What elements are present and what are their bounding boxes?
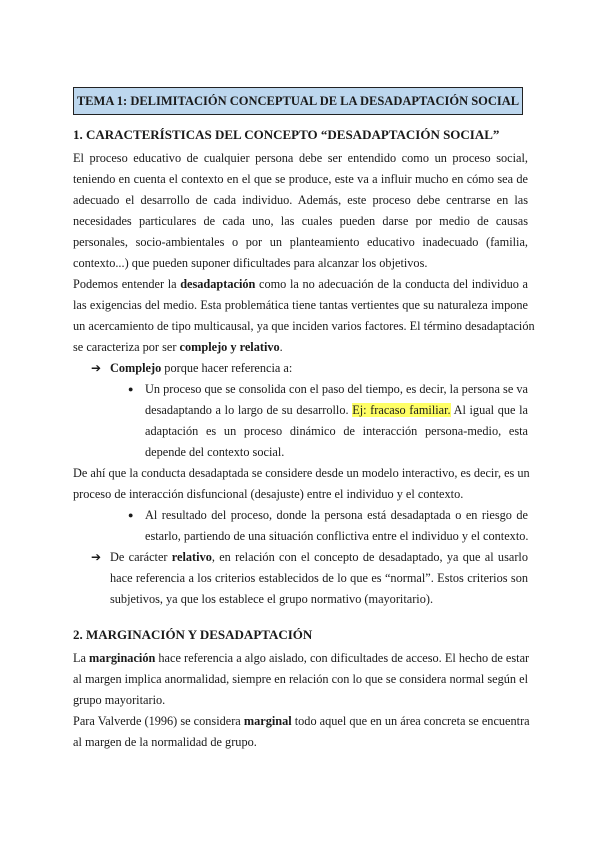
paragraph-line: se caracteriza por ser complejo y relativo. xyxy=(73,340,283,354)
bullet-line: adaptación es un proceso dinámico de interacción persona-medio, esta xyxy=(145,424,528,438)
list-item-relativo: De carácter relativo, en relación con el concepto de desadaptado, ya que al usarlo xyxy=(110,550,528,564)
highlighted-example: Ej: fracaso familiar. xyxy=(352,403,451,417)
paragraph-line: contexto...) que pueden suponer dificultades para alcanzar los objetivos. xyxy=(73,256,428,270)
list-item-complejo: Complejo porque hacer referencia a: xyxy=(110,361,293,375)
paragraph-line: La marginación hace referencia a algo aislado, con dificultades de acceso. El hecho de estar xyxy=(73,651,530,665)
paragraph-line: El proceso educativo de cualquier persona debe ser entendido como un proceso social, xyxy=(73,151,528,165)
arrow-bullet-icon: ➔ xyxy=(91,361,102,375)
paragraph-line: necesidades particulares de cada uno, las cuales pueden darse por medio de causas xyxy=(73,214,528,228)
paragraph-line: proceso de interacción disfuncional (desajuste) entre el individuo y el contexto. xyxy=(73,487,464,501)
term-complejo-relativo: complejo y relativo xyxy=(179,340,280,354)
list-item-line: hace referencia a los criterios establecidos de lo que es “normal”. Estos criterios son xyxy=(110,571,528,585)
paragraph-line: De ahí que la conducta desadaptada se considere desde un modelo interactivo, es decir, es un xyxy=(73,466,530,480)
bullet-dot-icon: ● xyxy=(128,510,134,520)
arrow-bullet-icon: ➔ xyxy=(91,550,102,564)
bullet-line: desadaptando a lo largo de su desarrollo. Ej: fracaso familiar. Al igual que la xyxy=(145,403,528,417)
paragraph-line: Podemos entender la desadaptación como la no adecuación de la conducta del individuo a xyxy=(73,277,528,291)
paragraph-line: al margen de la normalidad de grupo. xyxy=(73,735,257,749)
paragraph-line: adecuado el desarrollo de cada individuo. Además, este proceso debe centrarse en las xyxy=(73,193,528,207)
paragraph-line: las exigencias del medio. Esta problemática tiene tantas vertientes que su naturaleza impone xyxy=(73,298,528,312)
bullet-line: Al resultado del proceso, donde la persona está desadaptada o en riesgo de xyxy=(145,508,528,522)
term-desadaptacion: desadaptación xyxy=(180,277,256,291)
paragraph-line: al margen implica anormalidad, siempre en relación con lo que se considera normal según el xyxy=(73,672,528,686)
paragraph-line: personales, socio-ambientales o por un planteamiento educativo inadecuado (familia, xyxy=(73,235,528,249)
term-marginal: marginal xyxy=(243,714,292,728)
paragraph-line: Para Valverde (1996) se considera marginal todo aquel que en un área concreta se encuentra xyxy=(73,714,530,728)
bullet-dot-icon: ● xyxy=(128,384,134,394)
paragraph-line: grupo mayoritario. xyxy=(73,693,166,707)
paragraph-line: teniendo en cuenta el contexto en el que se produce, este va a influir mucho en cómo sea de xyxy=(73,172,528,186)
bullet-line: depende del contexto social. xyxy=(145,445,285,459)
bullet-line: estarlo, partiendo de una situación conflictiva entre el individuo y el contexto. xyxy=(145,529,529,543)
section-1-heading: 1. CARACTERÍSTICAS DEL CONCEPTO “DESADAPTACIÓN SOCIAL” xyxy=(73,127,500,142)
list-item-line: subjetivos, ya que los establece el grupo normativo (mayoritario). xyxy=(110,592,434,606)
document-title: TEMA 1: DELIMITACIÓN CONCEPTUAL DE LA DESADAPTACIÓN SOCIAL xyxy=(73,87,523,115)
paragraph-line: un acercamiento de tipo multicausal, ya que inciden varios factores. El término desadaptación xyxy=(73,319,535,333)
term-marginacion: marginación xyxy=(89,651,156,665)
section-2-heading: 2. MARGINACIÓN Y DESADAPTACIÓN xyxy=(73,627,313,642)
bullet-line: Un proceso que se consolida con el paso del tiempo, es decir, la persona se va xyxy=(145,382,528,396)
